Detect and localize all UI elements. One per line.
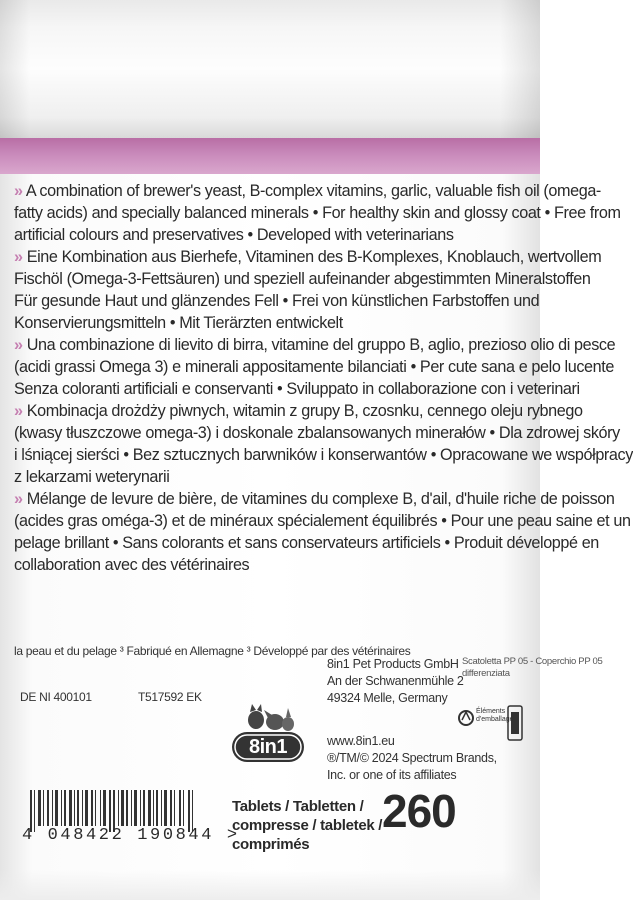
desc-fr-line (14, 532, 599, 554)
desc-text: artificial colours and preservatives • Developed with veterinarians (14, 226, 454, 244)
desc-text: Für gesunde Haut und glänzendes Fell • Frei von künstlichen Farbstoffen und (14, 292, 540, 310)
label-color-band (0, 138, 540, 174)
desc-text: Fischöl (Omega-3-Fettsäuren) und speziell aufeinander abgestimmten Mineralstoffen (14, 270, 591, 288)
desc-text: Kombinacja drożdży piwnych, witamin z grupy B, czosnku, cennego oleju rybnego (26, 402, 583, 420)
desc-text: (kwasy tłuszczowe omega-3) i doskonale zbalansowanych minerałów • Dla zdrowej skóry (14, 424, 620, 442)
description-en (14, 180, 621, 246)
product-description (14, 180, 633, 576)
desc-pl-line (14, 400, 583, 422)
barcode-digits: 4 048422 190844 > (22, 826, 240, 845)
tablet-count: 260 (382, 785, 456, 837)
desc-text: Una combinazione di lievito di birra, vitamine del gruppo B, aglio, prezioso olio di pesce (26, 336, 616, 354)
jar-bottom-shade (0, 870, 540, 900)
recycling-line1: Scatoletta PP 05 - Coperchio PP 05 (462, 656, 603, 667)
desc-de-line (14, 290, 574, 312)
company-website: www.8in1.eu (327, 734, 395, 748)
desc-it-line (14, 378, 580, 400)
desc-pl-line (14, 422, 620, 444)
batch-code: T517592 EK (138, 690, 202, 704)
elements-label: Éléments d'emballage (476, 708, 514, 723)
company-street: An der Schwanenmühle 2 (327, 674, 464, 688)
desc-text: Senza coloranti artificiali e conservanti • Sviluppato in collaborazione con i veterinari (14, 380, 580, 398)
desc-en-line (14, 224, 574, 246)
jar-lid (0, 0, 540, 139)
desc-text: (acidi grassi Omega 3) e minerali appositamente bilanciati • Per cute sana e pelo lucente (14, 358, 614, 376)
pets-silhouette-icon (228, 700, 308, 770)
barcode (22, 790, 240, 850)
lid-shadow-right (500, 0, 540, 138)
desc-text: collaboration avec des vétérinaires (14, 556, 250, 574)
desc-fr-line (14, 554, 574, 576)
paw-marker-icon: » (14, 336, 23, 354)
lid-shadow-left (0, 0, 30, 138)
company-city: 49324 Melle, Germany (327, 691, 448, 705)
desc-pl-line (14, 444, 633, 466)
recycling-symbols (458, 700, 528, 750)
desc-de-line (14, 268, 591, 290)
tablets-line2: compresse / tabletek / (232, 817, 383, 834)
company-copyright: ®/TM/© 2024 Spectrum Brands, (327, 751, 497, 765)
desc-text: A combination of brewer's yeast, B-complex vitamins, garlic, valuable fish oil (omega- (25, 182, 601, 200)
description-de (14, 246, 602, 334)
desc-pl-line (14, 466, 574, 488)
desc-it-line (14, 334, 616, 356)
company-name: 8in1 Pet Products GmbH (327, 657, 459, 671)
paw-marker-icon: » (14, 182, 23, 200)
desc-en-line (14, 180, 601, 202)
desc-text: pelage brillant • Sans colorants et sans conservateurs artificiels • Produit développé en (14, 534, 599, 552)
footnote: la peau et du pelage ³ Fabriqué en Allemagne ³ Développé par des vétérinaires (14, 644, 411, 658)
desc-de-line (14, 312, 574, 334)
company-affiliates: Inc. or one of its affiliates (327, 768, 457, 782)
desc-text: (acides gras oméga-3) et de minéraux spécialement équilibrés • Pour une peau saine et un (14, 512, 631, 530)
tablets-label (232, 797, 382, 854)
recycling-line2: differenziata (462, 668, 510, 679)
desc-en-line (14, 202, 621, 224)
paw-marker-icon: » (14, 402, 23, 420)
desc-it-line (14, 356, 614, 378)
desc-text: z lekarzami weterynarii (14, 468, 170, 486)
recycling-info (462, 656, 603, 680)
desc-text: i lśniącej sierści • Bez sztucznych barwników i konserwantów • Opracowane we współpracy (14, 446, 633, 464)
description-it (14, 334, 616, 400)
desc-text: Mélange de levure de bière, de vitamines du complexe B, d'ail, d'huile riche de poisson (26, 490, 615, 508)
desc-text: Konservierungsmitteln • Mit Tierärzten entwickelt (14, 314, 343, 332)
paw-marker-icon: » (14, 248, 23, 266)
description-fr (14, 488, 631, 576)
paw-marker-icon: » (14, 490, 23, 508)
description-pl (14, 400, 633, 488)
registration-code: DE NI 400101 (20, 690, 92, 704)
desc-de-line (14, 246, 602, 268)
tablets-line1: Tablets / Tabletten / (232, 798, 364, 815)
tablets-line3: comprimés (232, 836, 310, 853)
logo-text: 8in1 (248, 736, 288, 758)
desc-fr-line (14, 488, 615, 510)
brand-logo (228, 700, 308, 770)
desc-fr-line (14, 510, 631, 532)
desc-text: fatty acids) and specially balanced minerals • For healthy skin and glossy coat • Free from (14, 204, 621, 222)
desc-text: Eine Kombination aus Bierhefe, Vitaminen des B-Komplexes, Knoblauch, wertvollem (26, 248, 602, 266)
